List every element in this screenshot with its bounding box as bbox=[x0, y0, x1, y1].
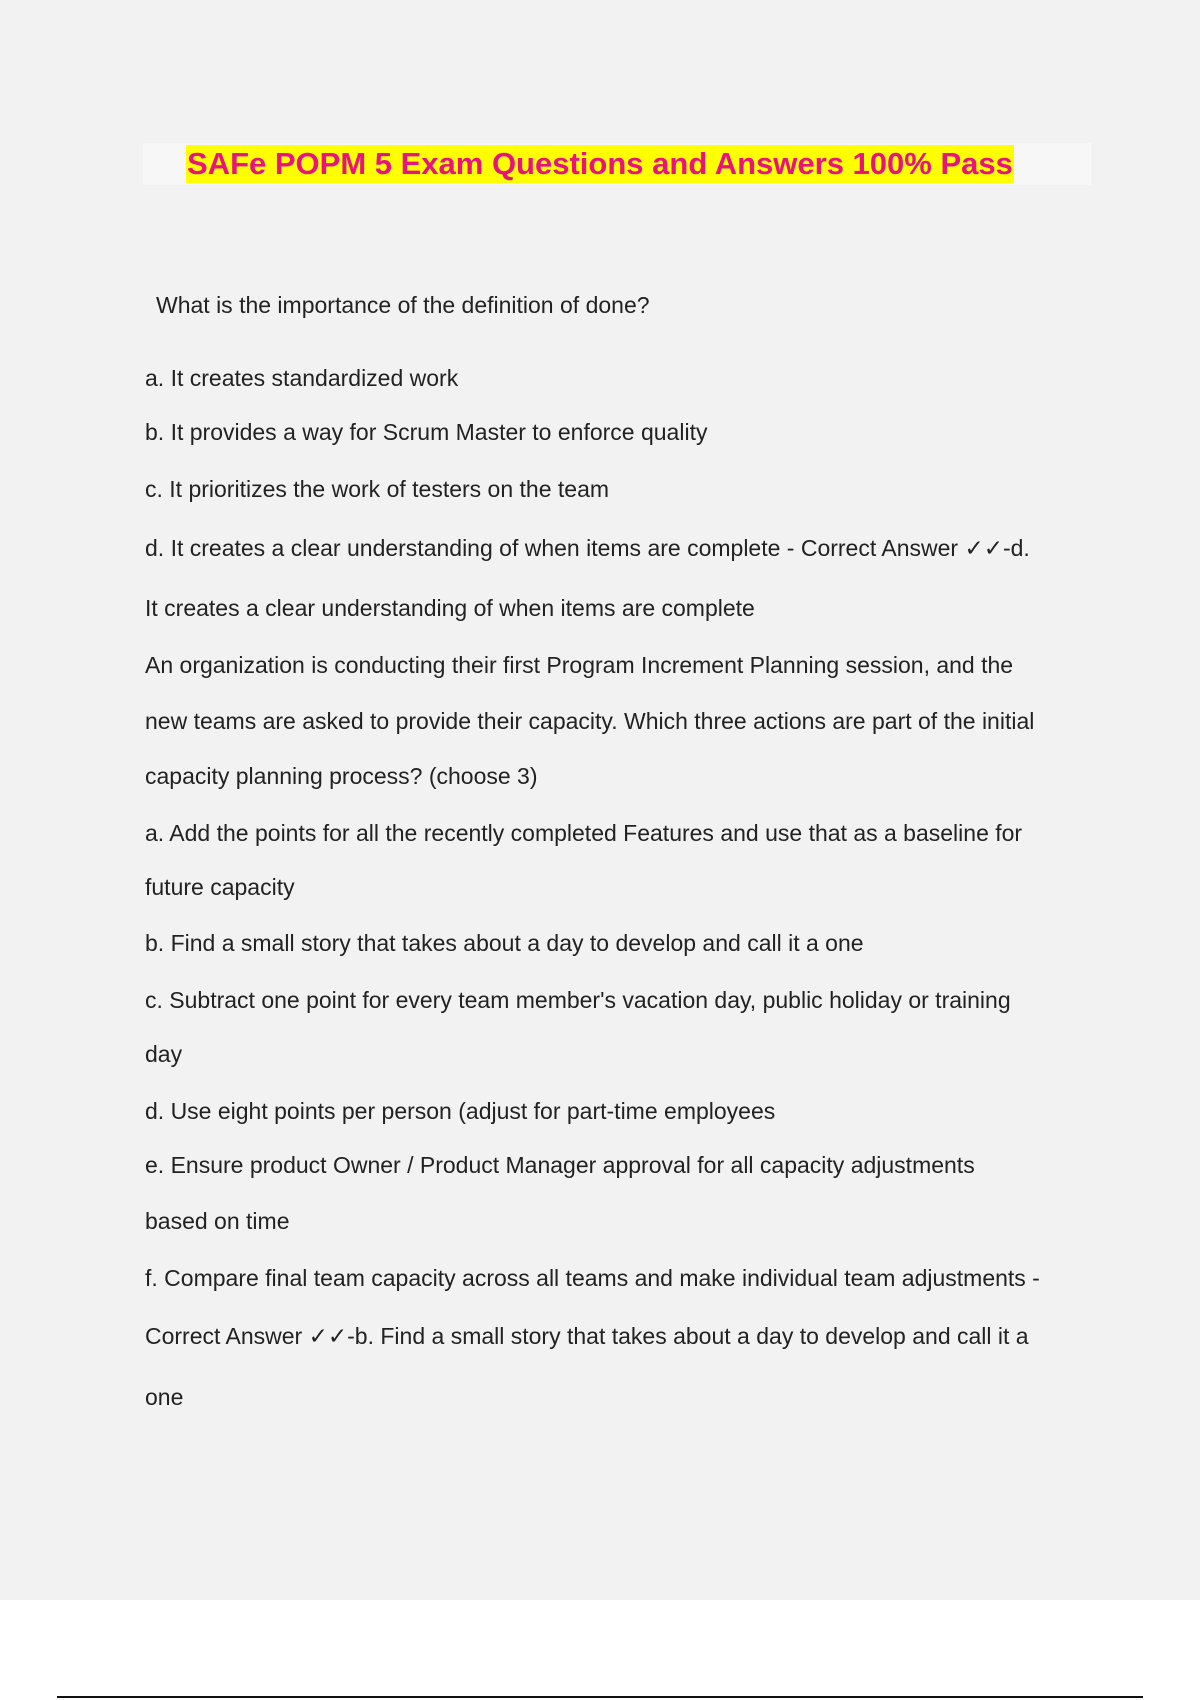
question-2-text-line-1: An organization is conducting their first Program Increment Planning session, and the bbox=[145, 652, 1014, 678]
question-2-option-a-continued: future capacity bbox=[145, 874, 295, 900]
footer-rule bbox=[57, 1696, 1143, 1698]
question-1-option-a: a. It creates standardized work bbox=[145, 365, 459, 391]
question-1-option-c: c. It prioritizes the work of testers on the team bbox=[145, 476, 610, 502]
question-2-option-d: d. Use eight points per person (adjust for part-time employees bbox=[145, 1098, 776, 1124]
question-2-option-c-continued: day bbox=[145, 1041, 183, 1067]
question-2-option-f: f. Compare final team capacity across all teams and make individual team adjustments - bbox=[145, 1265, 1040, 1291]
question-1-text: What is the importance of the definition of done? bbox=[156, 292, 650, 318]
question-2-answer-continued: one bbox=[145, 1384, 184, 1410]
question-2-option-a: a. Add the points for all the recently completed Features and use that as a baseline for bbox=[145, 820, 1023, 846]
document-title: SAFe POPM 5 Exam Questions and Answers 100% Pass bbox=[187, 146, 1013, 181]
question-2-option-c: c. Subtract one point for every team member's vacation day, public holiday or training bbox=[145, 987, 1011, 1013]
question-2-option-e-continued: based on time bbox=[145, 1208, 290, 1234]
question-1-answer-continued: It creates a clear understanding of when items are complete bbox=[145, 595, 755, 621]
question-1-option-d-answer: d. It creates a clear understanding of when items are complete - Correct Answer ✓✓-d. bbox=[145, 535, 1030, 561]
question-2-text-line-2: new teams are asked to provide their capacity. Which three actions are part of the initial bbox=[145, 708, 1035, 734]
question-2-option-e: e. Ensure product Owner / Product Manager approval for all capacity adjustments bbox=[145, 1152, 975, 1178]
question-2-answer: Correct Answer ✓✓-b. Find a small story that takes about a day to develop and call it a bbox=[145, 1323, 1029, 1349]
question-2-text-line-3: capacity planning process? (choose 3) bbox=[145, 763, 538, 789]
question-2-option-b: b. Find a small story that takes about a day to develop and call it a one bbox=[145, 930, 864, 956]
question-1-option-b: b. It provides a way for Scrum Master to enforce quality bbox=[145, 419, 708, 445]
